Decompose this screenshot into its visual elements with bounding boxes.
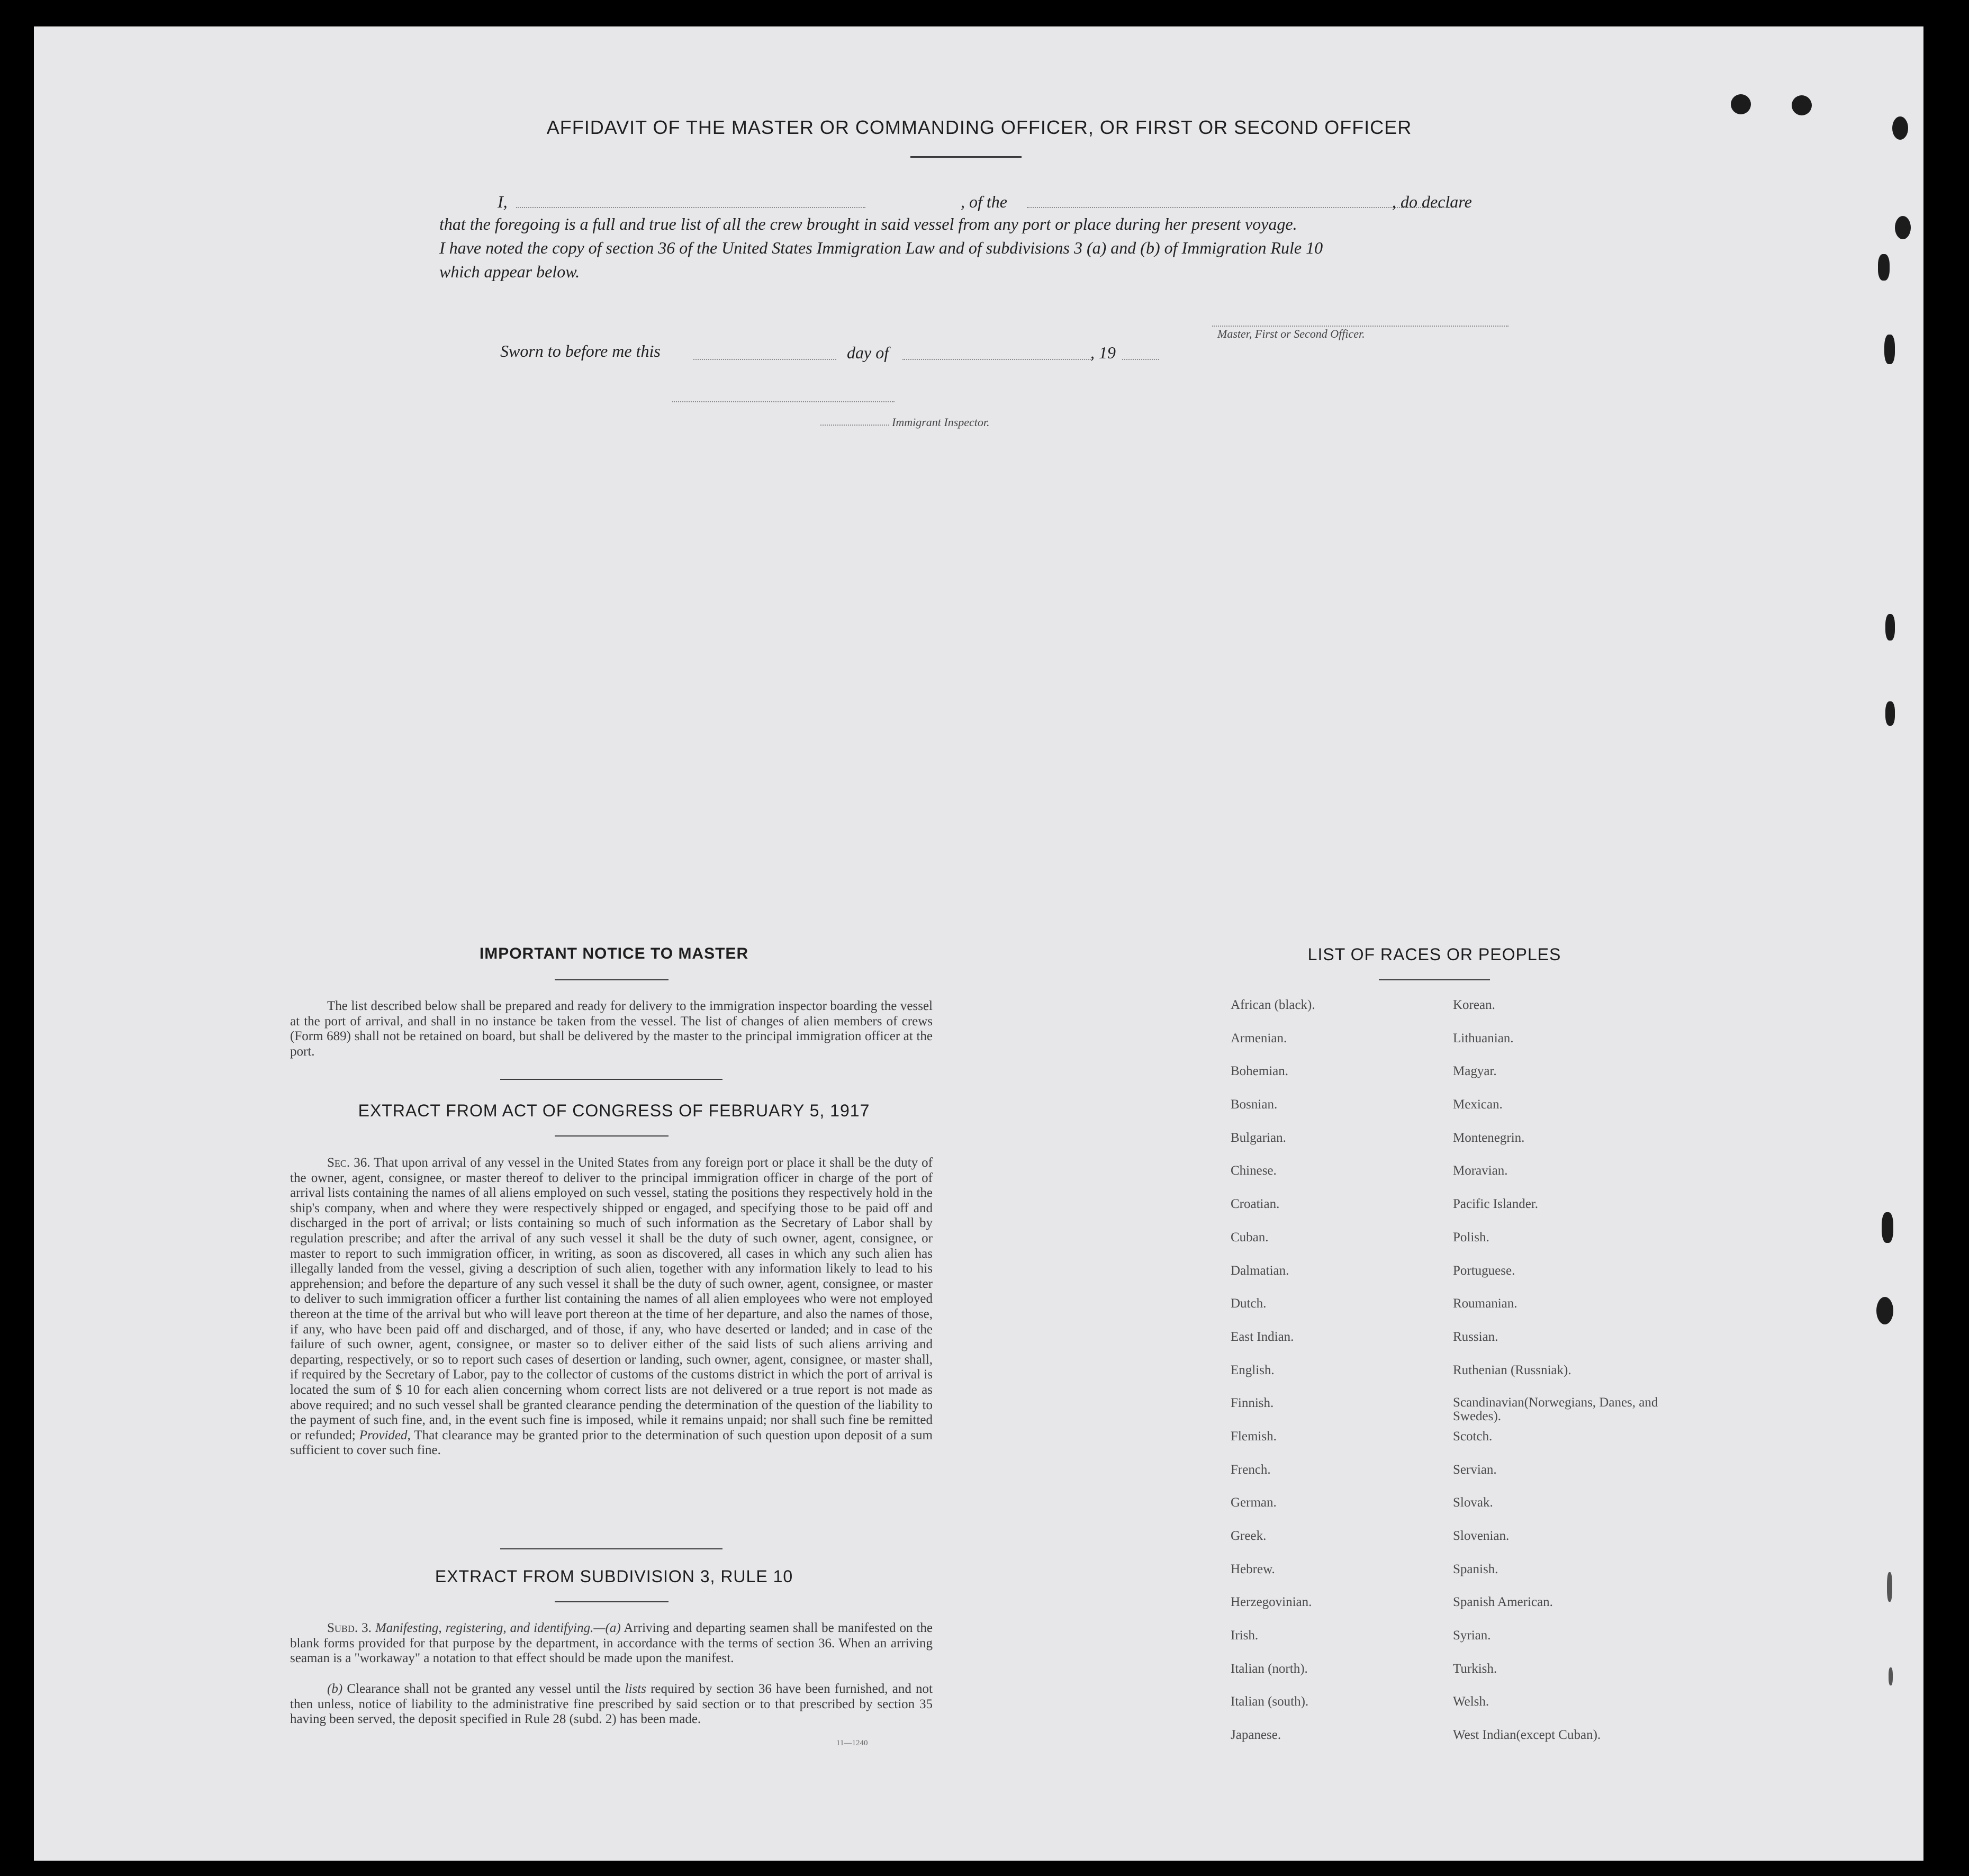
race-item: Finnish. [1231,1396,1274,1411]
race-item: Bohemian. [1231,1064,1289,1079]
race-item: Russian. [1453,1329,1498,1344]
punch-hole [1878,254,1890,281]
race-item: Flemish. [1231,1429,1277,1444]
race-item: Spanish. [1453,1562,1498,1576]
race-item: Syrian. [1453,1628,1491,1643]
punch-hole [1731,94,1751,114]
form-number: 11—1240 [836,1739,868,1747]
race-item: Herzegovinian. [1231,1595,1312,1610]
punch-hole [1887,1572,1892,1602]
rule-body-b2: required by section 36 have been furnished, and not then unless, notice of liability to the administrative fine prescribed by said section or to that prescribed by section 35 having been served, the deposit specified in Rule 28 (subd. 2) has been made. [290,1682,933,1727]
year-blank [1122,359,1159,360]
race-item: Slovak. [1453,1495,1493,1510]
race-item: Armenian. [1231,1031,1287,1045]
race-item: Lithuanian. [1453,1031,1514,1045]
name-blank [516,207,865,208]
inspector-signature-label: Immigrant Inspector. [892,416,990,429]
race-item: French. [1231,1462,1271,1477]
race-item: Polish. [1453,1230,1489,1244]
race-item: Irish. [1231,1628,1259,1643]
punch-hole [1792,95,1812,115]
title-rule [555,1601,669,1602]
race-item: African (black). [1231,998,1315,1012]
title-rule [910,156,1022,158]
rule-text-b [290,1682,933,1727]
race-item: Roumanian. [1453,1296,1518,1311]
year-label: , 19 [1090,343,1116,362]
day-of-label: day of [847,343,889,362]
section-rule [500,1079,722,1080]
subdivision-label: Subd. 3. [327,1621,372,1635]
race-item: English. [1231,1363,1275,1377]
race-item: Chinese. [1231,1164,1277,1178]
inspector-signature-line [672,401,895,402]
race-item: Spanish American. [1453,1595,1553,1610]
day-blank [693,359,836,360]
rule-title: EXTRACT FROM SUBDIVISION 3, RULE 10 [435,1567,793,1586]
act-body: That upon arrival of any vessel in the United States from any foreign port or place it shall be the duty of the owner, agent, consignee, or master thereof to deliver to the principal immigration officer in charge of the port of arrival lists containing the names of all aliens employed on such vessel, stating the positions they respectively hold in the ship's company, when and where they were respectively shipped or engaged, and specifying those to be paid off and discharged in the port of arrival; or lists containing so much of such information as the Secretary of Labor shall by regulation prescribe; and after the arrival of any such vessel it shall be the duty of such owner, agent, consignee, or master to report to such immigration officer, in writing, as soon as discovered, all cases in which any such alien has illegally landed from the vessel, giving a description of such alien, together with any information likely to lead to his apprehension; and before the departure of any such vessel it shall be the duty of such owner, agent, consignee, or master to deliver to such immigration officer a further list containing the names of all alien employees who were not employed thereon at the time of the arrival but who will leave port thereon at the time of her departure, and also the names of those, if any, who have been paid off and discharged, and of those, if any, who have deserted or landed; and in case of the failure of such owner, agent, consignee, or master so to deliver either of the said lists of such aliens arriving and departing, respectively, or so to report such cases of desertion or landing, such owner, agent, consignee, or master shall, if required by the Secretary of Labor, pay to the collector of customs of the customs district in which the port of arrival is located the sum of $ 10 for each alien concerning whom correct lists are not delivered or a true report is not made as above required; and no such vessel shall be granted clearance pending the determination of the question of the liability to the payment of such fine, and, in the event such fine is imposed, while it remains unpaid; nor shall such fine be remitted or refunded; [290,1156,933,1442]
race-item: German. [1231,1495,1277,1510]
rule-body-b1: Clearance shall not be granted any vessel until the [347,1682,621,1696]
races-title: LIST OF RACES OR PEOPLES [1307,945,1561,964]
provided-label: Provided, [359,1428,411,1442]
race-item: Slovenian. [1453,1529,1510,1543]
rule-body-a: Arriving and departing seamen shall be manifested on the blank forms provided for that purpose by the department, in accordance with the terms of section 36. When an arriving seaman is a "workaway" a notation to that effect should be made upon the manifest. [290,1621,933,1666]
lists-word: lists [625,1682,646,1696]
punch-hole [1876,1297,1893,1324]
affidavit-line-4: which appear below. [439,262,580,281]
act-body-end: That clearance may be granted prior to the determination of such question upon deposit of a sum sufficient to cover such fine. [290,1428,933,1458]
race-item: Japanese. [1231,1728,1281,1743]
punch-hole [1882,1212,1893,1243]
inspector-signature-lead [820,425,889,426]
punch-hole [1895,216,1911,239]
race-item: Montenegrin. [1453,1130,1525,1145]
notice-title: IMPORTANT NOTICE TO MASTER [479,945,749,962]
pronoun-i: I, [498,192,508,211]
race-item: Dutch. [1231,1296,1267,1311]
title-rule [555,1135,669,1137]
race-item: Croatian. [1231,1197,1280,1212]
affidavit-title: AFFIDAVIT OF THE MASTER OR COMMANDING OFFICER, OR FIRST OR SECOND OFFICER [546,116,1412,138]
race-item: Hebrew. [1231,1562,1275,1576]
race-item: Mexican. [1453,1097,1503,1112]
race-item: Bosnian. [1231,1097,1278,1112]
section-label: Sec. 36. [327,1156,371,1170]
race-item: Bulgarian. [1231,1130,1286,1145]
race-item: Welsh. [1453,1694,1489,1709]
races-left-column [1231,998,1315,1761]
affidavit-line-3: I have noted the copy of section 36 of the United States Immigration Law and of subdivisions 3 (a) and (b) of Immigration Rule 10 [439,238,1323,257]
title-rule [555,979,669,980]
master-signature-label: Master, First or Second Officer. [1217,327,1365,340]
b-label: (b) [327,1682,343,1696]
race-item: Magyar. [1453,1064,1497,1079]
punch-hole [1885,614,1895,641]
race-item: Scandinavian(Norwegians, Danes, and Swedes). [1453,1395,1658,1424]
vessel-blank [1027,207,1450,208]
act-title: EXTRACT FROM ACT OF CONGRESS OF FEBRUARY 5, 1917 [358,1101,870,1120]
punch-hole [1884,335,1895,364]
section-rule [500,1548,722,1549]
race-item: Pacific Islander. [1453,1197,1539,1212]
affidavit-line-2: that the foregoing is a full and true list of all the crew brought in said vessel from any port or place during her present voyage. [439,214,1297,233]
race-item: East Indian. [1231,1329,1294,1344]
rule-text-a [290,1621,933,1666]
race-item: Servian. [1453,1462,1497,1477]
race-item: Korean. [1453,998,1495,1012]
race-item: Greek. [1231,1529,1267,1543]
race-item: Italian (north). [1231,1661,1308,1676]
race-item: Portuguese. [1453,1263,1515,1278]
sworn-label: Sworn to before me this [500,341,661,360]
race-item: Ruthenian (Russniak). [1453,1363,1571,1377]
month-blank [902,359,1093,360]
of-the-label: , of the [961,192,1007,211]
declare-label: , do declare [1392,192,1472,211]
punch-hole [1889,1667,1893,1685]
master-signature-line [1212,326,1509,327]
race-item: Cuban. [1231,1230,1269,1244]
race-item: Scotch. [1453,1429,1493,1444]
title-rule [1379,979,1490,980]
race-item: Moravian. [1453,1164,1508,1178]
races-right-column [1453,998,1665,1761]
notice-text: The list described below shall be prepared and ready for delivery to the immigration inspector boarding the vessel at the port of arrival, and shall in no instance be taken from the vessel. The list of changes of alien members of crews (Form 689) shall not be retained on board, but shall be delivered by the master to the principal immigration officer at the port. [290,999,933,1059]
race-item: West Indian(except Cuban). [1453,1728,1601,1743]
subdivision-title: Manifesting, registering, and identifying.—(a) [375,1621,621,1635]
race-item: Italian (south). [1231,1694,1309,1709]
act-text [290,1156,933,1458]
punch-hole [1892,116,1908,140]
punch-hole [1885,701,1895,726]
race-item: Dalmatian. [1231,1263,1289,1278]
race-item: Turkish. [1453,1661,1497,1676]
